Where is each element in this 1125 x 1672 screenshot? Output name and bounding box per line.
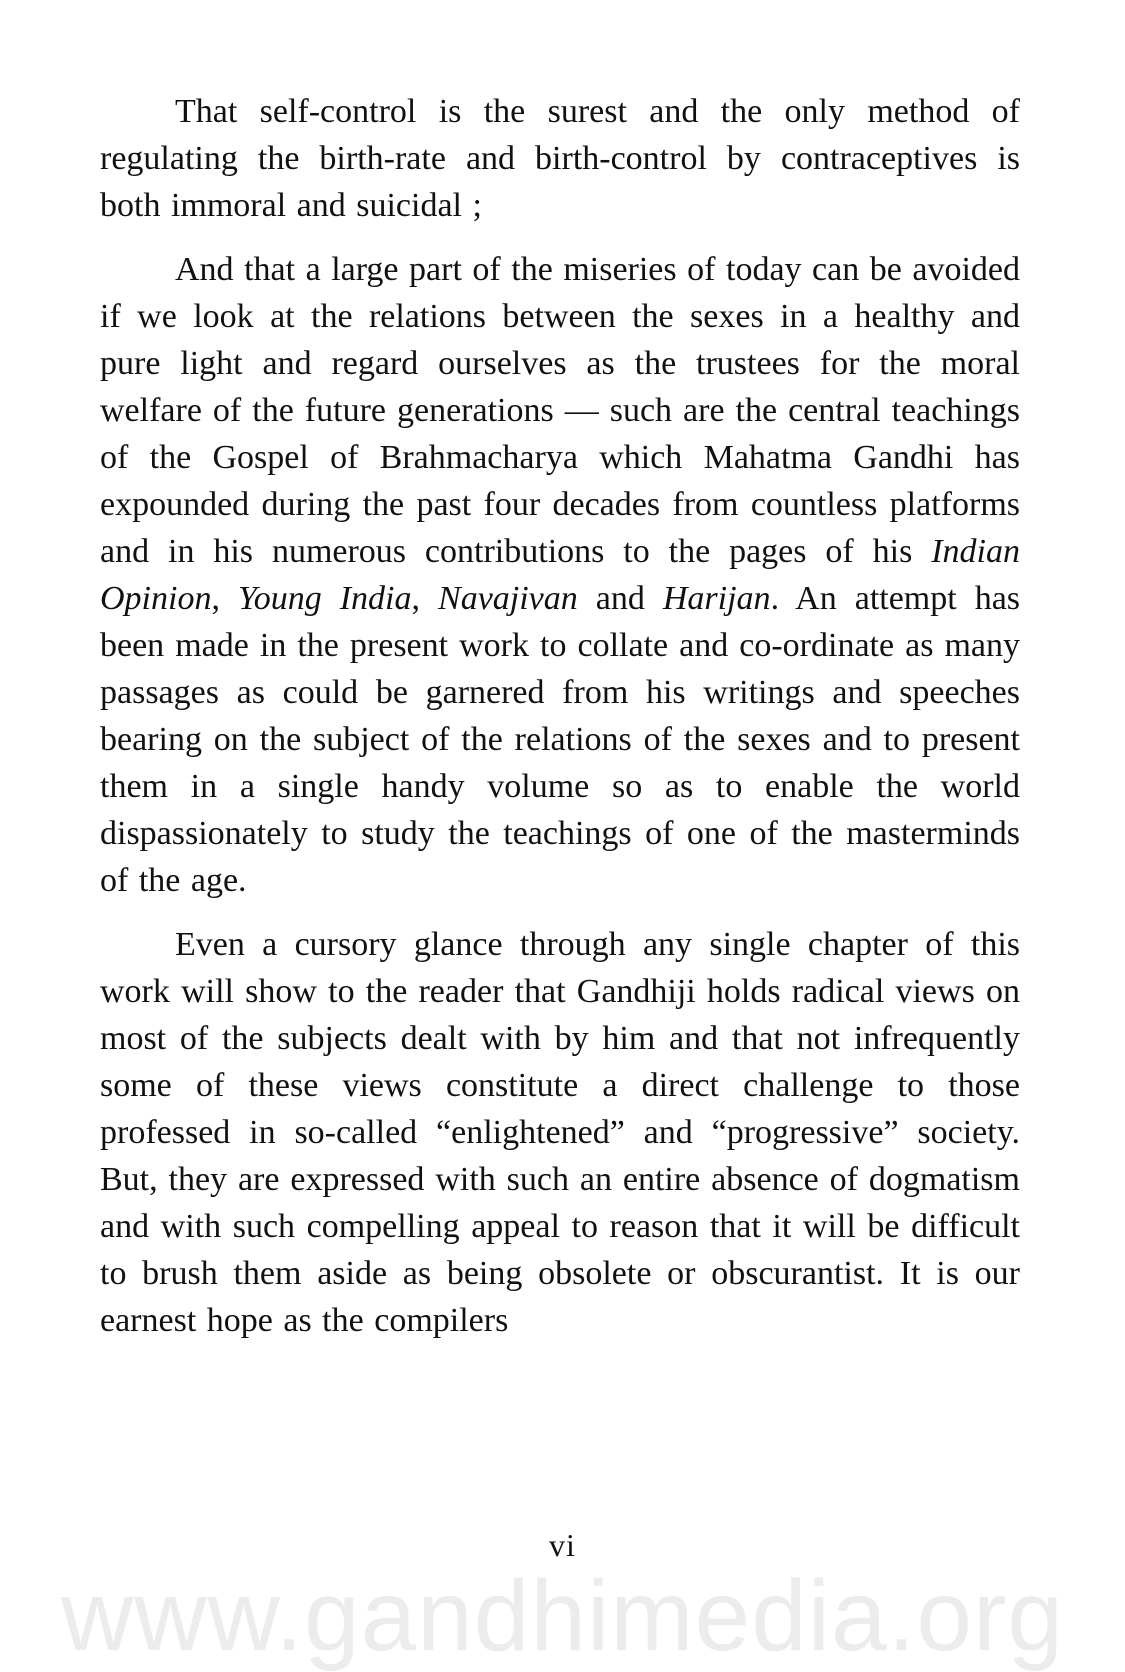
italic-title: Navajivan: [438, 580, 578, 617]
paragraph-1: [100, 88, 1020, 229]
watermark-logo: www.gandhimedia.org: [61, 1560, 1064, 1672]
italic-title: Indian Opinion: [100, 533, 1020, 617]
text-segment: That self-control is the surest and the only method of regulating the birth-rate and birth-control by contraceptives is both immoral and suicidal ;: [100, 93, 1020, 224]
body-text: [100, 88, 1020, 1361]
italic-title: Young India: [237, 580, 412, 617]
text-segment: ,: [211, 580, 238, 617]
paragraph-2: [100, 246, 1020, 904]
text-segment: and: [577, 580, 663, 617]
text-segment: Even a cursory glance through any single chapter of this work will show to the reader that Gandhiji holds radical views on most of the subjects dealt with by him and that not infrequently some of these views constitute a direct challenge to those professed in so-called “enlightened” and “progressive” society. But, they are expressed with such an entire absence of dogmatism and with such compelling appeal to reason that it will be difficult to brush them aside as being obsolete or obscurantist. It is our earnest hope as the compilers: [100, 926, 1020, 1339]
text-segment: And that a large part of the miseries of today can be avoided if we look at the relations between the sexes in a healthy and pure light and regard ourselves as the trustees for the moral welfare of the future generations — such are the central teachings of the Gospel of Brahmacharya which Mahatma Gandhi has expounded during the past four decades from countless platforms and in his numerous contributions to the pages of his: [100, 251, 1020, 570]
text-segment: ,: [411, 580, 439, 617]
italic-title: Harijan: [662, 580, 771, 617]
text-segment: . An attempt has been made in the present work to collate and co-ordinate as many passages as could be garnered from his writings and speeches bearing on the subject of the relations of the sexes and to present them in a single handy volume so as to enable the world dispassionately to study the teachings of one of the masterminds of the age.: [100, 580, 1021, 899]
page-number: vi: [549, 1527, 576, 1563]
paragraph-3: [100, 921, 1020, 1344]
